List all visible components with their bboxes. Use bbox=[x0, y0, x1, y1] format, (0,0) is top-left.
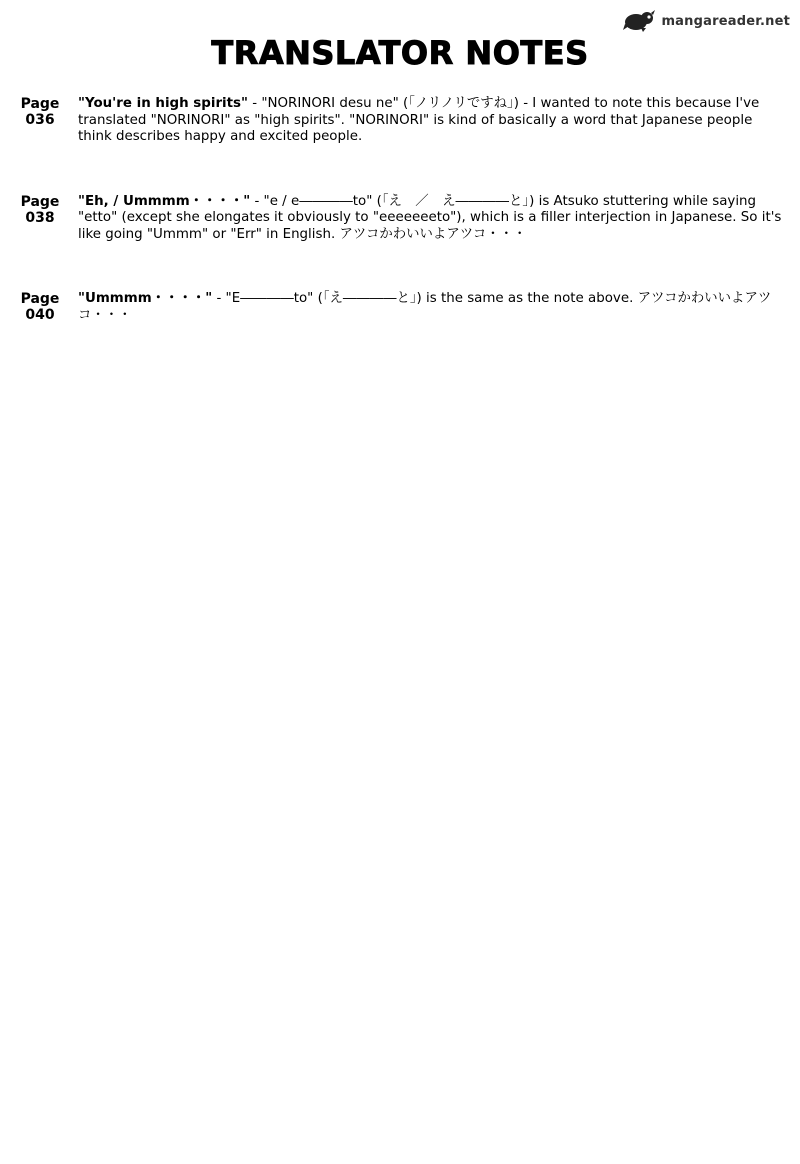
watermark bbox=[623, 10, 790, 32]
note-term: "Ummmm・・・・" bbox=[78, 291, 213, 306]
note-page-number: 036 bbox=[25, 112, 55, 128]
notes-list bbox=[18, 96, 783, 324]
note-text bbox=[78, 96, 783, 146]
note-page-label: Page bbox=[20, 193, 60, 210]
note-page-number: 040 bbox=[25, 307, 55, 323]
note-page-number: 038 bbox=[25, 209, 55, 226]
page-title: TRANSLATOR NOTES bbox=[211, 34, 589, 72]
note-explanation: - "E――――to" (「え――――と」) is the same as the note above. アツコかわいいよアツコ・・・ bbox=[78, 291, 772, 323]
note-item bbox=[18, 291, 783, 324]
note-item bbox=[18, 96, 783, 146]
note-explanation: - "NORINORI desu ne" (「ノリノリですね」) - I wanted to note this because I've translated "NORINORI" as "high spirits". "NORINORI" is kind of basically a word that Japanese people think describes happy and excited people. bbox=[78, 96, 760, 144]
note-page-label: Page bbox=[20, 96, 60, 112]
note-text bbox=[78, 291, 783, 324]
note-page-ref bbox=[18, 194, 62, 226]
note-page-ref bbox=[18, 96, 62, 128]
note-item bbox=[18, 194, 783, 244]
mascot-logo-icon bbox=[623, 10, 657, 32]
note-text bbox=[78, 194, 783, 244]
note-page-ref bbox=[18, 291, 62, 323]
note-explanation: - "e / e――――to" (「え ／ え――――と」) is Atsuko stuttering while saying "etto" (except she elongates it obviously to "eeeeeeeto"), which is a filler interjection in Japanese. So it's like going "Ummm" or "Err" in English. アツコかわいいよアツコ・・・ bbox=[78, 193, 782, 242]
note-page-label: Page bbox=[20, 291, 60, 307]
note-term: "You're in high spirits" bbox=[78, 96, 248, 111]
note-term: "Eh, / Ummmm・・・・" bbox=[78, 193, 251, 209]
watermark-text: mangareader.net bbox=[661, 13, 790, 29]
